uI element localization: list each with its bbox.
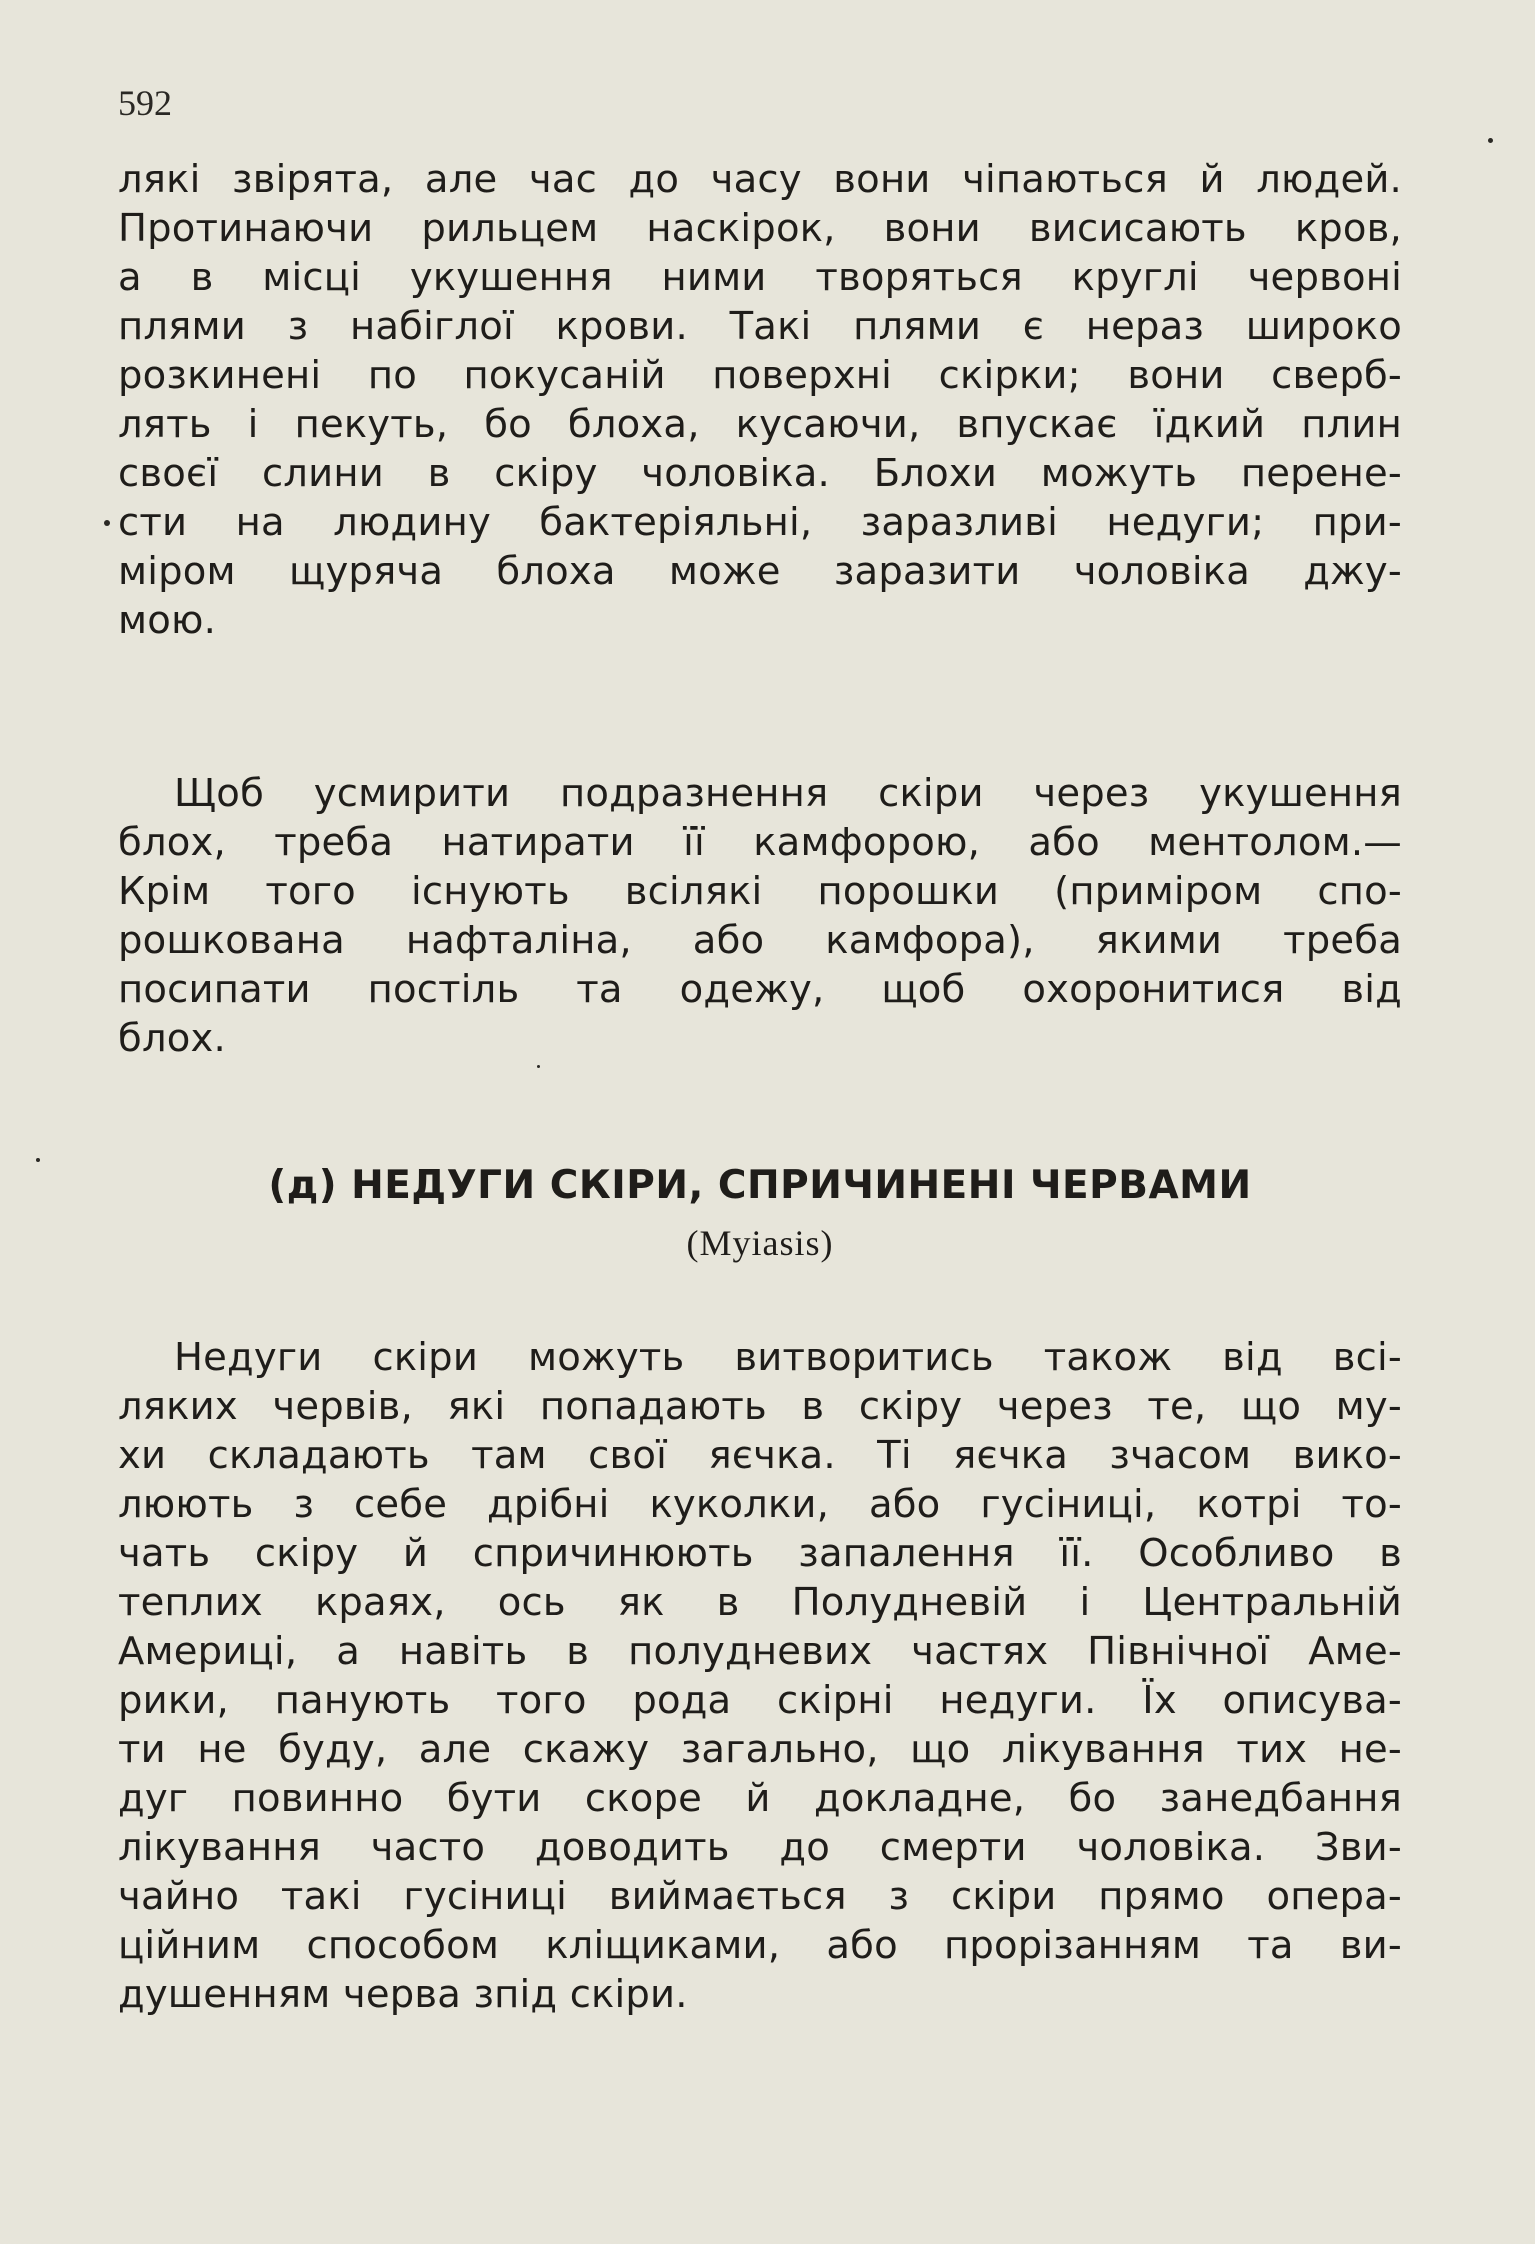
- text-line: посипати постіль та одежу, щоб охоронитися від: [118, 967, 1402, 1012]
- text-line: лякі звірята, але час до часу вони чіпаються й людей.: [118, 157, 1402, 202]
- paper-speck: [36, 1158, 40, 1162]
- text-line: рики, панують того рода скірні недуги. Їх описува-: [118, 1678, 1402, 1723]
- text-line: блох.: [118, 1016, 226, 1061]
- paper-speck: [104, 520, 110, 526]
- text-line: дуг повинно бути скоре й докладне, бо занедбання: [118, 1776, 1402, 1821]
- paper-speck: [537, 1065, 540, 1068]
- text-line: теплих краях, ось як в Полудневій і Центральній: [118, 1580, 1402, 1625]
- text-line: лять і пекуть, бо блоха, кусаючи, впускає їдкий плин: [118, 402, 1402, 447]
- text-line: ційним способом кліщиками, або прорізанням та ви-: [118, 1923, 1402, 1968]
- text-line: Крім того існують всілякі порошки (приміром спо-: [118, 869, 1402, 914]
- text-line: душенням черва зпід скіри.: [118, 1972, 688, 2017]
- text-line: Протинаючи рильцем наскірок, вони висисають кров,: [118, 206, 1402, 251]
- paragraph-treatment: [118, 769, 1402, 1063]
- text-line: плями з набіглої крови. Такі плями є нераз широко: [118, 304, 1402, 349]
- text-line: міром щуряча блоха може заразити чоловіка джу-: [118, 549, 1402, 594]
- page-number: 592: [118, 83, 172, 123]
- section-subheading: (Myiasis): [686, 1223, 834, 1263]
- text-line: Америці, а навіть в полудневих частях Північної Аме-: [118, 1629, 1402, 1674]
- text-line: чать скіру й спричинюють запалення її. Особливо в: [118, 1531, 1402, 1576]
- text-line: а в місці укушення ними творяться круглі червоні: [118, 255, 1402, 300]
- text-line: ляких червів, які попадають в скіру через те, що му-: [118, 1384, 1402, 1429]
- text-line: розкинені по покусаній поверхні скірки; вони сверб-: [118, 353, 1402, 398]
- text-line: хи складають там свої яєчка. Ті яєчка зчасом вико-: [118, 1433, 1402, 1478]
- paragraph-fleas-bites: [118, 155, 1402, 645]
- text-line: Недуги скіри можуть витворитись також від всі-: [174, 1335, 1402, 1380]
- text-line: блох, треба натирати її камфорою, або ментолом.—: [118, 820, 1402, 865]
- paper-speck: [1488, 138, 1493, 143]
- text-line: лікування часто доводить до смерти чоловіка. Зви-: [118, 1825, 1402, 1870]
- text-line: своєї слини в скіру чоловіка. Блохи можуть перене-: [118, 451, 1402, 496]
- text-line: люють з себе дрібні куколки, або гусіниці, котрі то-: [118, 1482, 1402, 1527]
- text-line: рошкована нафталіна, або камфора), якими треба: [118, 918, 1402, 963]
- section-heading: (д) НЕДУГИ СКІРИ, СПРИЧИНЕНІ ЧЕРВАМИ: [268, 1163, 1252, 1208]
- text-line: Щоб усмирити подразнення скіри через укушення: [174, 771, 1402, 816]
- text-line: чайно такі гусіниці виймається з скіри прямо опера-: [118, 1874, 1402, 1919]
- text-line: мою.: [118, 598, 217, 643]
- text-line: ти не буду, але скажу загально, що лікування тих не-: [118, 1727, 1402, 1772]
- text-line: сти на людину бактеріяльні, заразливі недуги; при-: [118, 500, 1402, 545]
- paragraph-myiasis: [118, 1333, 1402, 2019]
